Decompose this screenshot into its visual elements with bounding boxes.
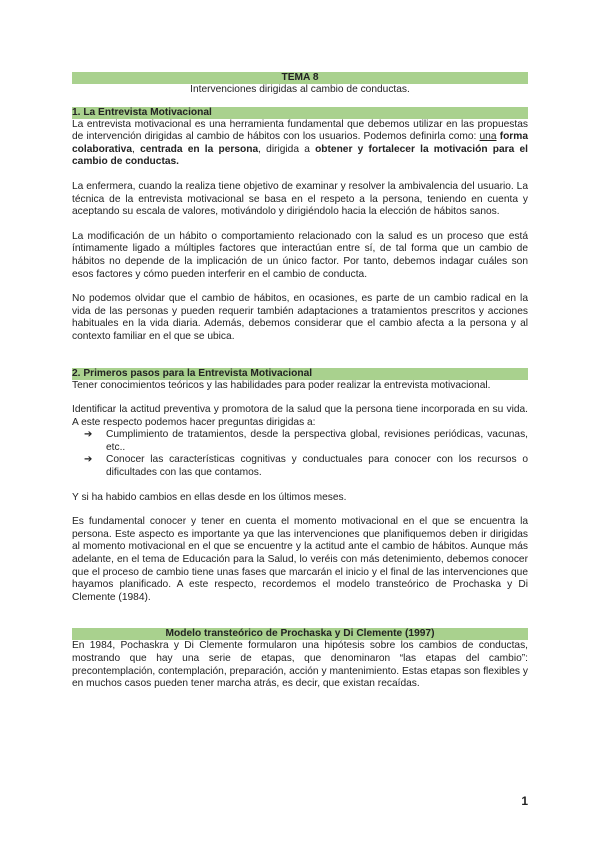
arrow-icon: ➔ <box>84 429 93 441</box>
section-1-paragraph-4: No podemos olvidar que el cambio de hábitos, en ocasiones, es parte de un cambio radical en la vida de las personas y pueden requerir también adaptaciones a tratamientos prescritos y acciones habituales en la vida diaria. Además, debemos considerar que el cambio afecta a la persona y al contexto familiar en el que se ubica. <box>72 293 528 342</box>
section-3-heading: Modelo transteórico de Prochaska y Di Clemente (1997) <box>72 628 528 640</box>
section-1-paragraph-2: La enfermera, cuando la realiza tiene objetivo de examinar y resolver la ambivalencia del usuario. La técnica de la entrevista motivacional se basa en el respeto a la persona, teniendo en cuenta y aceptando su escala de valores, motivándolo y dirigiéndolo hacia la elección de hábitos sanos. <box>72 180 528 218</box>
list-item: ➔ Conocer las características cognitivas y conductuales para conocer con los recursos o dificultades con las que contamos. <box>84 454 528 479</box>
section-2-paragraph-4: Es fundamental conocer y tener en cuenta el momento motivacional en el que se encuentra la persona. Este aspecto es importante ya que las intervenciones que planifiquemos deben ir dirigidas al momento motivacional en el que se encuentre y la actitud ante el cambio de hábitos. Aunque más adelante, en el tema de Educación para la Salud, lo veréis con más detenimiento, debemos conocer que el proceso de cambio tiene unas fases que marcarán el inicio y el final de las intervenciones que hayamos planificado. A este respecto, recordemos el modelo transteórico de Prochaska y Di Clemente (1984). <box>72 516 528 603</box>
section-2-paragraph-2: Identificar la actitud preventiva y promotora de la salud que la persona tiene incorporada en su vida. A este respecto podemos hacer preguntas dirigidas a: <box>72 404 528 428</box>
section-2-paragraph-3: Y si ha habido cambios en ellas desde en los últimos meses. <box>72 491 347 503</box>
section-1-paragraph-1: La entrevista motivacional es una herramienta fundamental que debemos utilizar en las propuestas de intervención dirigidas al cambio de hábitos con los usuarios. Podemos definirla como: una forma colaborativa, centrada en la persona, dirigida a obtener y fortalecer la motivación para el cambio de conductas. <box>72 118 528 168</box>
document-body <box>72 72 528 703</box>
section-1-paragraph-3: La modificación de un hábito o comportamiento relacionado con la salud es un proceso que está íntimamente ligado a múltiples factores que interactúan entre sí, de tal forma que un cambio de hábitos no depende de la implicación de un único factor. Por tanto, debemos indagar cuáles son esos factores y cómo pueden interferir en el cambio de conducta. <box>72 230 528 280</box>
bullet-list <box>72 429 528 479</box>
section-3-paragraph-1: En 1984, Pochaskra y Di Clemente formularon una hipótesis sobre los cambios de conductas, mostrando que hay una serie de etapas, que denominaron “las etapas del cambio”: precontemplación, contemplación, preparación, acción y mantenimiento. Estas etapas son flexibles y en muchos casos pueden tener marcha atrás, es decir, que existan recaídas. <box>72 640 528 690</box>
document-subtitle: Intervenciones dirigidas al cambio de conductas. <box>190 84 410 95</box>
section-1-heading: 1. La Entrevista Motivacional <box>72 107 528 119</box>
section-2-paragraph-1: Tener conocimientos teóricos y las habilidades para poder realizar la entrevista motivacional. <box>72 379 491 391</box>
list-item: ➔ Cumplimiento de tratamientos, desde la perspectiva global, revisiones periódicas, vacunas, etc.. <box>84 429 528 453</box>
tema-heading: TEMA 8 <box>72 72 528 84</box>
page-number: 1 <box>521 794 528 808</box>
arrow-icon: ➔ <box>84 454 93 466</box>
section-2-heading: 2. Primeros pasos para la Entrevista Motivacional <box>72 368 528 380</box>
